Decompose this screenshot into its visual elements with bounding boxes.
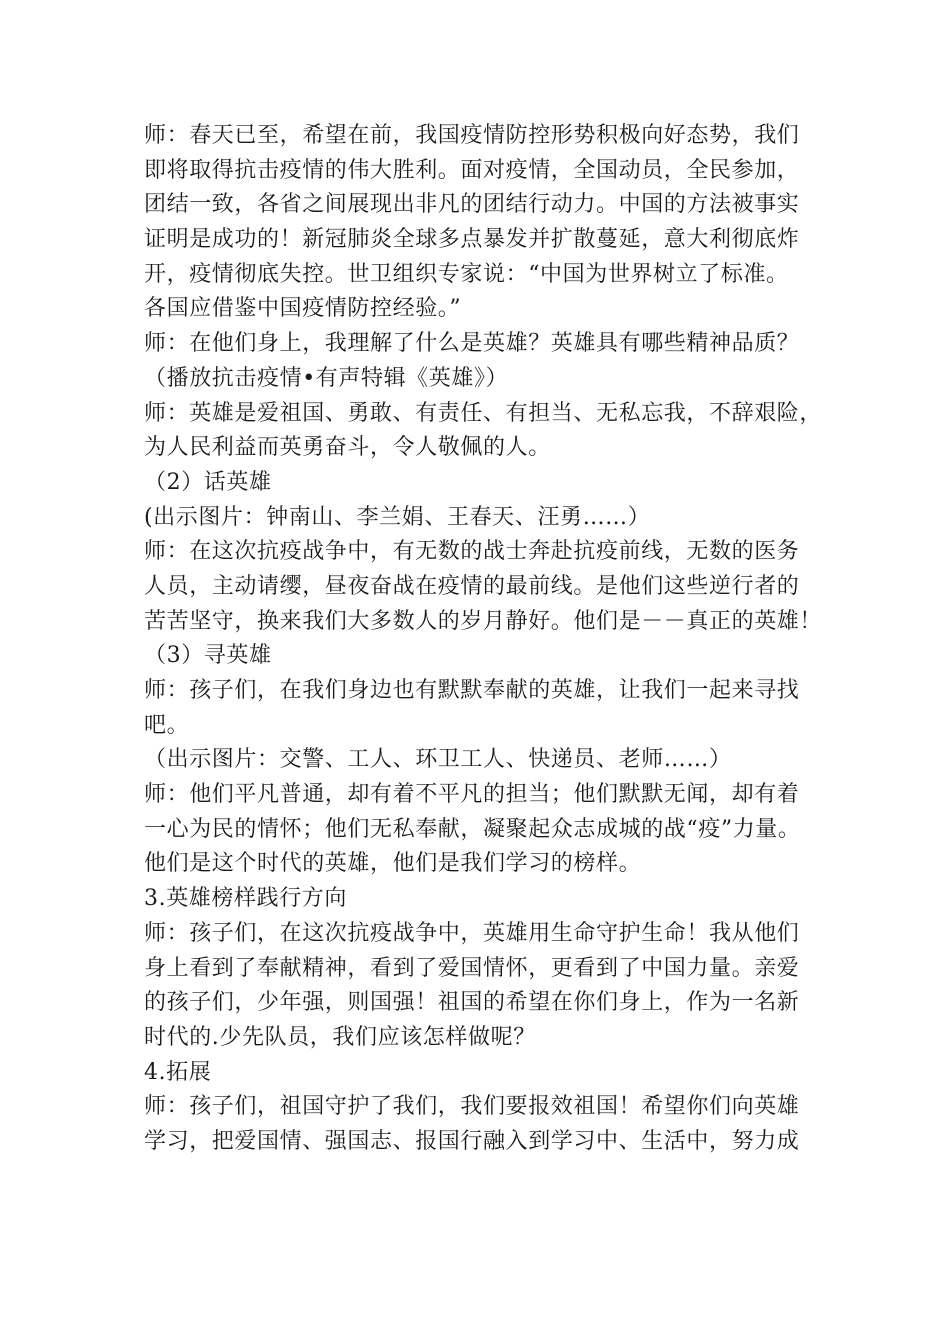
text-line: 时代的.少先队员，我们应该怎样做呢？ <box>144 1024 536 1050</box>
text-line: 师：孩子们，在我们身边也有默默奉献的英雄，让我们一起来寻找 <box>144 678 800 703</box>
text-line: （播放抗击疫情•有声特辑《英雄》） <box>144 365 509 391</box>
text-line: 苦苦坚守，换来我们大多数人的岁月静好。他们是－－真正的英雄！ <box>144 608 823 634</box>
text-line: 各国应借鉴中国疫情防控经验。” <box>144 296 462 322</box>
text-line: 身上看到了奉献精神，看到了爱国情怀，更看到了中国力量。亲爱 <box>144 955 800 981</box>
text-line: 即将取得抗击疫情的伟大胜利。面对疫情，全国动员，全民参加， <box>144 157 800 183</box>
text-line: 开，疫情彻底失控。世卫组织专家说：“中国为世界树立了标准。 <box>144 261 789 287</box>
text-line: 师：孩子们，祖国守护了我们，我们要报效祖国！希望你们向英雄 <box>144 1094 800 1120</box>
section-heading: （3）寻英雄 <box>144 643 272 669</box>
text-line: 学习，把爱国情、强国志、报国行融入到学习中、生活中，努力成 <box>144 1128 800 1154</box>
text-line: 一心为民的情怀；他们无私奉献，凝聚起众志成城的战“疫”力量。 <box>144 816 801 842</box>
text-line: （出示图片：交警、工人、环卫工人、快递员、老师……） <box>144 747 732 773</box>
text-line: 他们是这个时代的英雄，他们是我们学习的榜样。 <box>144 851 642 877</box>
text-line: 师：英雄是爱祖国、勇敢、有责任、有担当、无私忘我，不辞艰险， <box>144 400 823 426</box>
text-line: 团结一致，各省之间展现出非凡的团结行动力。中国的方法被事实 <box>144 192 800 218</box>
text-line: 证明是成功的！新冠肺炎全球多点暴发并扩散蔓延，意大利彻底炸 <box>144 227 800 253</box>
text-line: 师：在这次抗疫战争中，有无数的战士奔赴抗疫前线，无数的医务 <box>144 539 800 565</box>
text-line: (出示图片：钟南山、李兰娟、王春天、汪勇……） <box>144 504 651 530</box>
text-line: 的孩子们，少年强，则国强！祖国的希望在你们身上，作为一名新 <box>144 990 800 1016</box>
text-line: 师：春天已至，希望在前，我国疫情防控形势积极向好态势，我们 <box>144 123 800 148</box>
section-heading: 3.英雄榜样践行方向 <box>144 886 347 912</box>
text-line: 人员，主动请缨，昼夜奋战在疫情的最前线。是他们这些逆行者的 <box>144 573 800 599</box>
text-line: 师：他们平凡普通，却有着不平凡的担当；他们默默无闻，却有着 <box>144 782 800 808</box>
text-line: 师：孩子们，在这次抗疫战争中，英雄用生命守护生命！我从他们 <box>144 920 800 946</box>
section-heading: （2）话英雄 <box>144 469 272 495</box>
text-line: 为人民利益而英勇奋斗，令人敬佩的人。 <box>144 435 551 461</box>
section-heading: 4.拓展 <box>144 1059 212 1085</box>
text-line: 师：在他们身上，我理解了什么是英雄？英雄具有哪些精神品质？ <box>144 331 800 357</box>
document-body <box>144 119 824 1160</box>
text-line: 吧。 <box>144 712 190 738</box>
